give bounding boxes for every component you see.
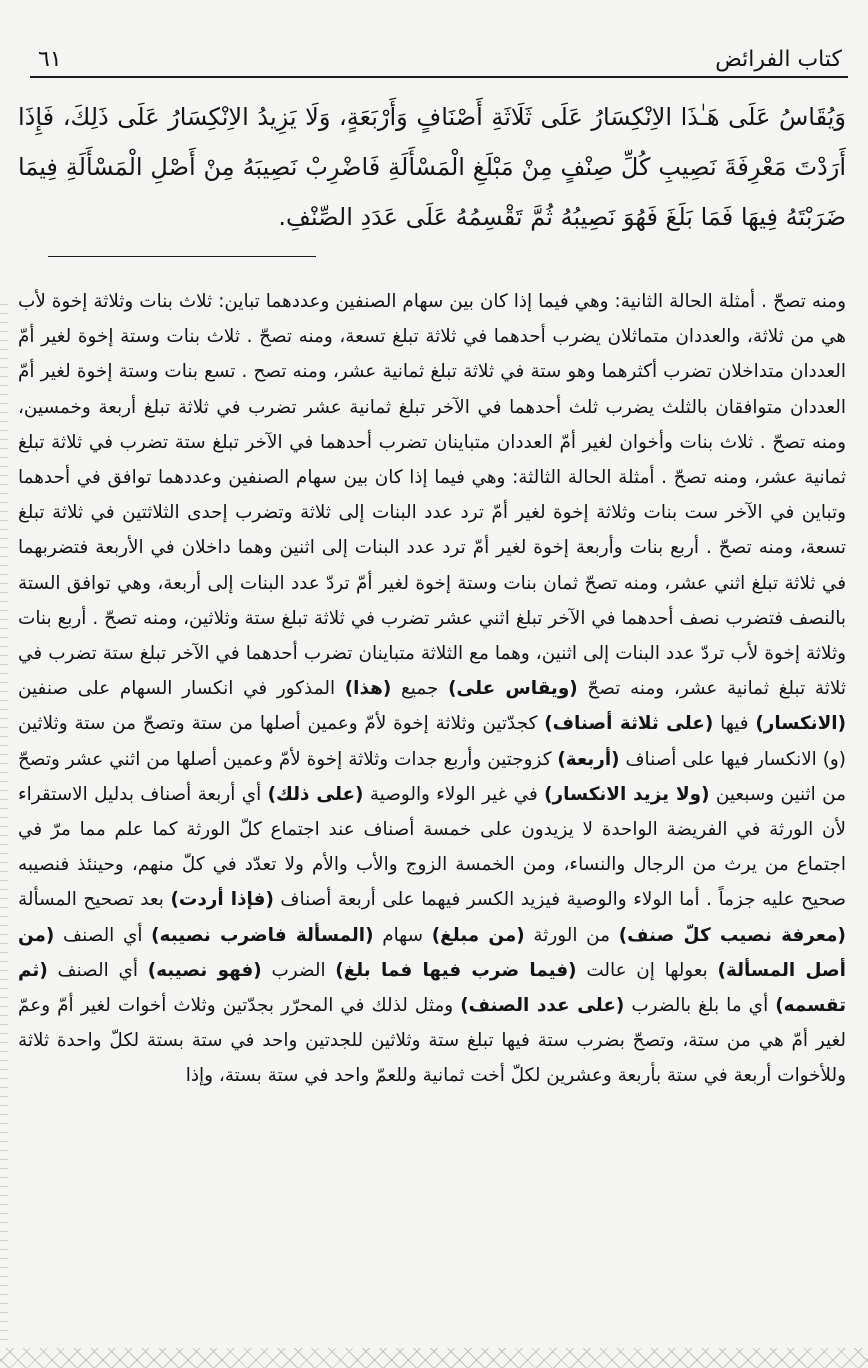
commentary-text: جميع	[401, 678, 439, 700]
quoted-matn: (على ثلاثة أصناف)	[544, 713, 714, 735]
commentary-text: سهام	[382, 924, 424, 946]
quoted-matn: (فهو نصيبه)	[147, 959, 262, 981]
quoted-matn: (على عدد الصنف)	[460, 995, 625, 1017]
commentary-text-sharh	[18, 284, 846, 1094]
commentary-text: في غير الولاء والوصية	[369, 783, 538, 805]
quoted-matn: (الانكسار)	[755, 713, 846, 735]
quoted-matn: (فيما ضرب فيها فما بلغ)	[335, 959, 577, 981]
quoted-matn: (هذا)	[344, 678, 392, 700]
binding-edge-decoration	[0, 300, 8, 1348]
quoted-matn: (فإذا أردت)	[170, 889, 274, 911]
commentary-paragraph	[18, 284, 846, 1094]
page-header	[30, 36, 848, 78]
quoted-matn: (ويقاس على)	[448, 678, 578, 700]
commentary-text: أي أربعة أصناف بدليل الاستقراء لأن الورثة في الفريضة الواحدة لا يزيدون على خمسة أصناف عند اجتماع كلّ الورثة كما علم مما مرّ في اجتماع من يرث من الرجال والنساء، ومن الخمسة الزوج والأب والأم ولا تعدّد في كلّ منهم، وحينئذ فنصيبه صحيح عليه جزماً . أما الولاء والوصية فيزيد الكسر فيهما على أربعة أصناف	[18, 783, 846, 911]
quoted-matn: (أربعة)	[557, 748, 620, 770]
commentary-text: المذكور في انكسار السهام على صنفين	[18, 678, 336, 700]
main-text-matn	[18, 92, 846, 242]
quoted-matn: (ولا يزيد الانكسار)	[544, 783, 710, 805]
commentary-text: فيها	[720, 713, 749, 735]
quoted-matn: (من مبلغ)	[431, 924, 525, 946]
matn-paragraph: وَيُقَاسُ عَلَى هَـٰذَا الاِنْكِسَارُ عَلَى ثَلَاثَةِ أَصْنَافٍ وَأَرْبَعَةٍ، وَلَا يَزِيدُ الاِنْكِسَارُ عَلَى ذَلِكَ، فَإِذَا أَرَدْتَ مَعْرِفَةَ نَصِيبِ كُلِّ صِنْفٍ مِنْ مَبْلَغِ الْمَسْأَلَةِ فَاضْرِبْ نَصِيبَهُ مِنْ أَصْلِ الْمَسْأَلَةِ فِيمَا ضَرَبْتَهُ فِيهَا فَمَا بَلَغَ فَهُوَ نَصِيبُهُ ثُمَّ تَقْسِمُهُ عَلَى عَدَدِ الصِّنْفِ.	[18, 103, 846, 231]
commentary-text: الضرب	[271, 959, 326, 981]
quoted-matn: (المسألة فاضرب نصيبه)	[151, 924, 374, 946]
commentary-text: بعد تصحيح المسألة	[18, 889, 164, 911]
quoted-matn: (من أصل المسألة)	[18, 924, 846, 981]
commentary-text: من الورثة	[533, 924, 611, 946]
commentary-text: بعولها إن عالت	[586, 959, 708, 981]
quoted-matn: (على ذلك)	[267, 783, 364, 805]
commentary-text: أي الصنف	[63, 924, 143, 946]
commentary-text: أي ما بلغ بالضرب	[631, 995, 769, 1017]
page-number: ٦١	[38, 47, 62, 72]
separator-rule	[48, 256, 316, 257]
commentary-text: ومنه تصحّ . أمثلة الحالة الثانية: وهي فيما إذا كان بين سهام الصنفين وعددهما تباين: ثلاث بنات وثلاثة إخوة لأب هي من ثلاثة، والعددان متماثلان يضرب أحدهما في ثلاثة تبلغ تسعة، ومنه تصحّ . ثلاث بنات وستة إخوة لغير أمّ العددان متداخلان تضرب أكثرهما وهو ستة في ثلاثة تبلغ ثمانية عشر، ومنه تصح . تسع بنات وستة إخوة لغير أمّ العددان متوافقان بالثلث يضرب ثلث أحدهما في الآخر تبلغ ثمانية عشر تضرب في ثلاثة تبلغ أربعة وخمسين، ومنه تصحّ . ثلاث بنات وأخوان لغير أمّ العددان متباينان تضرب أحدهما في الآخر تبلغ ستة تضرب في ثلاثة تبلغ ثمانية عشر، ومنه تصحّ . أمثلة الحالة الثالثة: وهي فيما إذا كان بين سهام الصنفين وعددهما توافق في أحدهما وتباين في الآخر ست بنات وثلاثة إخوة لغير أمّ ترد عدد البنات إلى ثلاثة وتضرب إحدى الثلاثتين في ثلاثة تبلغ تسعة، ومنه تصحّ . أربع بنات وأربعة إخوة لغير أمّ ترد عدد البنات إلى اثنين وهما داخلان في الأربعة فتضربهما في ثلاثة تبلغ اثني عشر، ومنه تصحّ ثمان بنات وستة إخوة لغير أمّ تردّ عدد البنات إلى أربعة، وهي توافق الستة بالنصف فتضرب نصف أحدهما في الآخر تبلغ اثني عشر تضرب في ثلاثة تبلغ ستة وثلاثين، ومنه تصحّ . أربع بنات وثلاثة إخوة لأب تردّ عدد البنات إلى اثنين، وهما مع الثلاثة متباينان تضرب أحدهما في الآخر تبلغ ستة تضرب في ثلاثة تبلغ ثمانية عشر، ومنه تصحّ	[18, 291, 846, 700]
commentary-text: كجدّتين وثلاثة إخوة لأمّ وعمين أصلها من ستة وتصحّ من ستة وثلاثين (و) الانكسار فيها على أصناف	[18, 713, 846, 770]
quoted-matn: (معرفة نصيب كلّ صنف)	[618, 924, 846, 946]
bottom-border-decoration	[0, 1348, 868, 1368]
commentary-text: أي الصنف	[57, 959, 138, 981]
book-title: كتاب الفرائض	[715, 47, 842, 72]
commentary-text: كزوجتين وأربع جدات وثلاثة إخوة لأمّ وعمين أصلها من اثني عشر وتصحّ من اثنين وسبعين	[18, 748, 846, 805]
commentary-text: ومثل لذلك في المحرّر بجدّتين وثلاث أخوات لغير أمّ وعمّ لغير أمّ هي من ستة، وتصحّ بضرب ستة فيها تبلغ ستة وثلاثين للجدتين واحد في ستة بستة لكلّ واحدة ثلاثة وللأخوات أربعة في ستة بأربعة وعشرين لكلّ أخت ثمانية وللعمّ واحد في ستة بستة، وإذا	[18, 995, 846, 1087]
quoted-matn: (ثم تقسمه)	[18, 959, 846, 1017]
